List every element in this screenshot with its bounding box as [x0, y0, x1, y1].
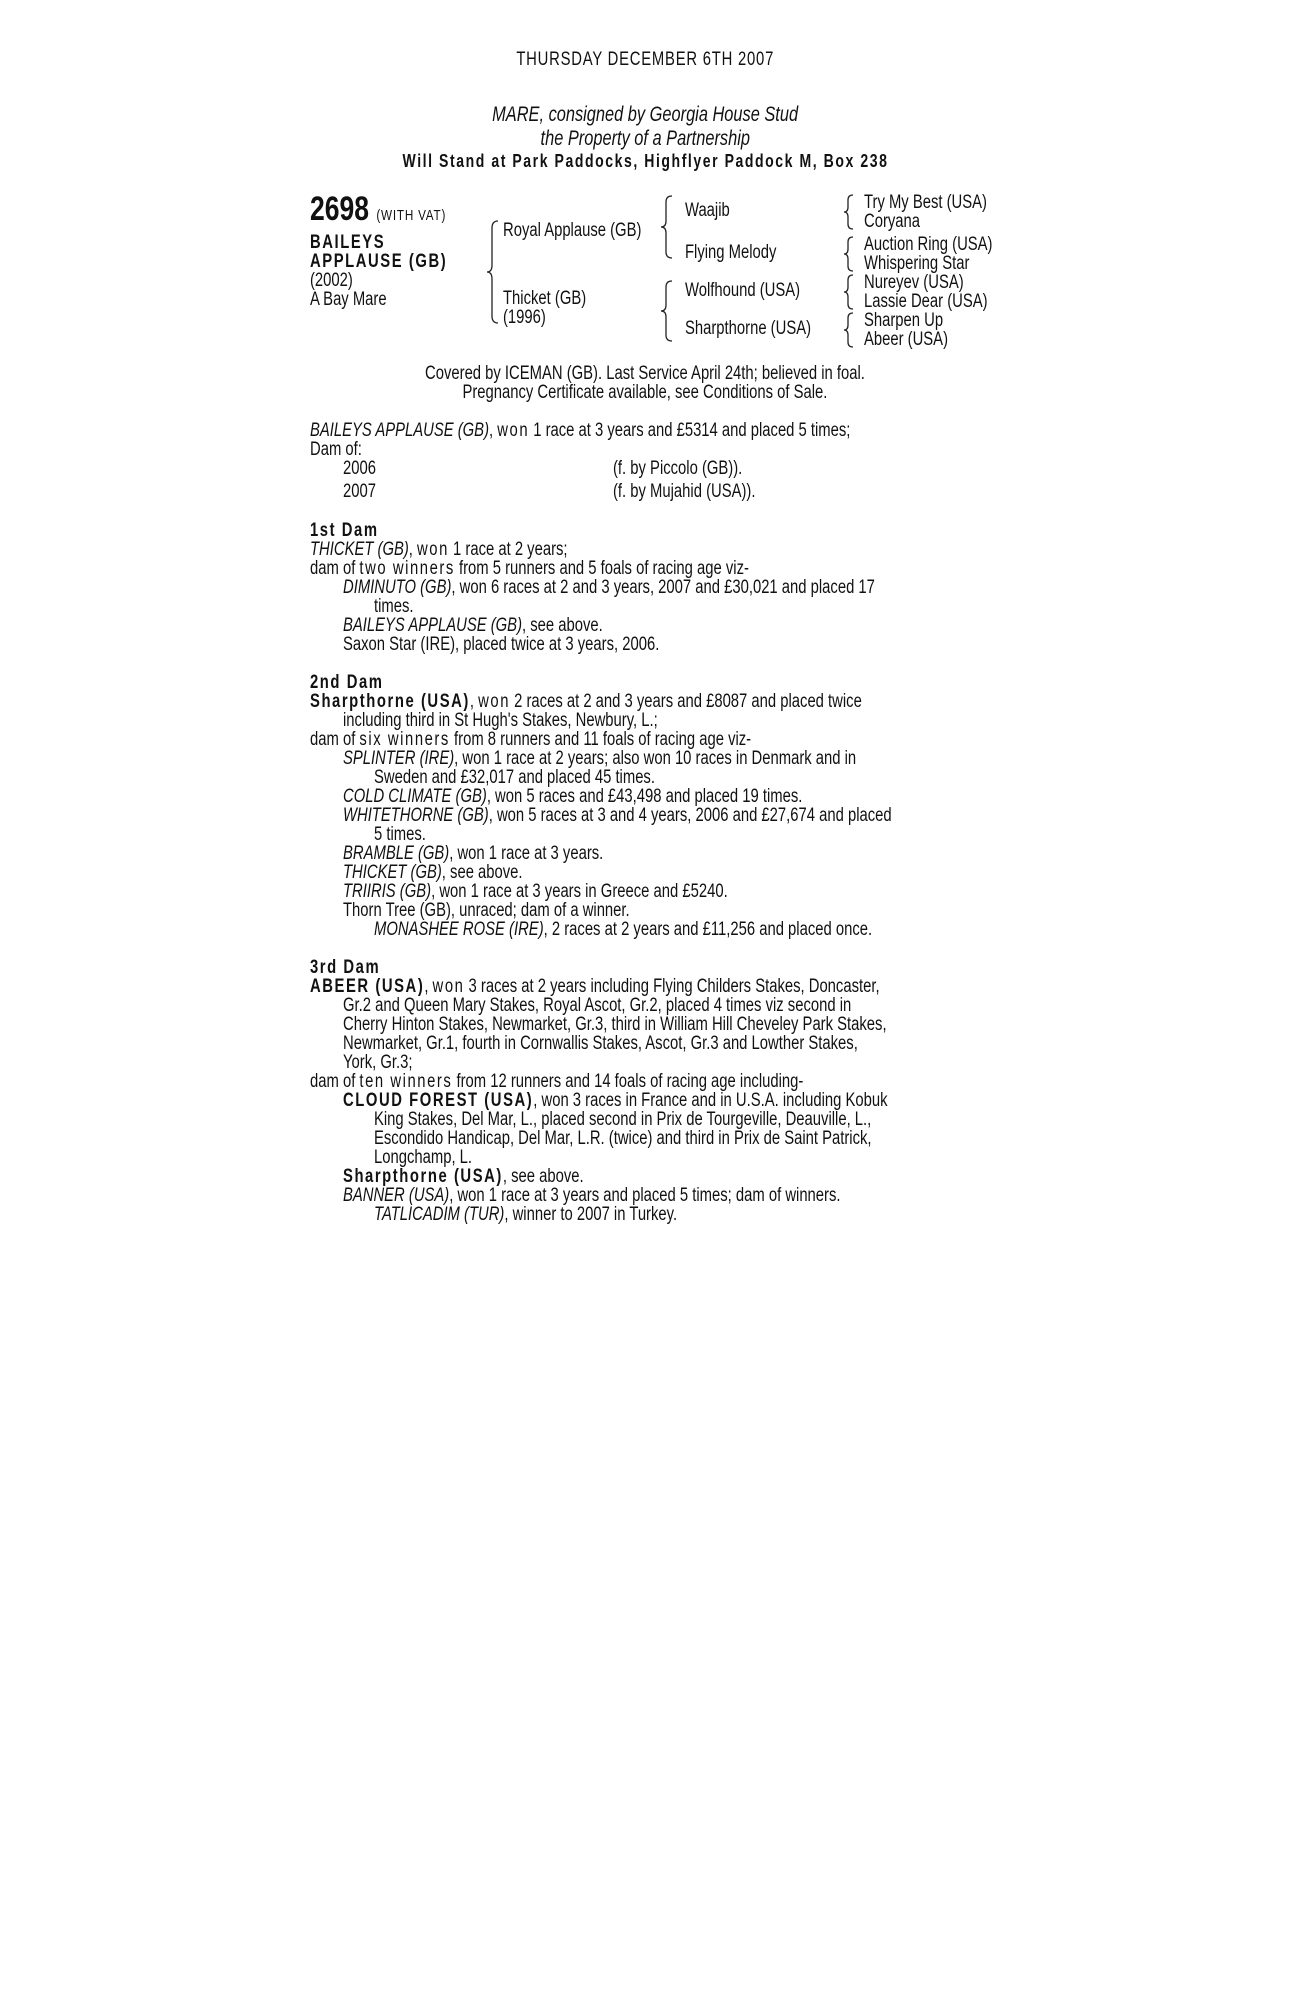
third-dam-entry-cont: Escondido Handicap, Del Mar, L.R. (twice) and third in Prix de Saint Patrick,: [374, 1128, 872, 1149]
second-dam-entry: WHITETHORNE (GB), won 5 races at 3 and 4 years, 2006 and £27,674 and placed: [343, 805, 892, 826]
third-dam-entry: Sharpthorne (USA), see above.: [343, 1166, 584, 1187]
third-dam-sub-entry: TATLICADIM (TUR), winner to 2007 in Turkey.: [374, 1204, 678, 1225]
ggp-2: Coryana: [864, 211, 921, 232]
horse-name-line1: BAILEYS: [310, 232, 386, 253]
third-dam-entry-cont: King Stakes, Del Mar, L., placed second in Prix de Tourgeville, Deauville, L.,: [374, 1109, 872, 1130]
first-dam-heading: 1st Dam: [310, 520, 379, 541]
horse-name-line2: APPLAUSE (GB): [310, 251, 448, 272]
third-dam-record: ABEER (USA), won 3 races at 2 years including Flying Childers Stakes, Doncaster,: [310, 976, 880, 997]
first-dam-produce: dam of two winners from 5 runners and 5 foals of racing age viz-: [310, 558, 749, 579]
second-dam-entry: THICKET (GB), see above.: [343, 862, 523, 883]
produce-detail: (f. by Mujahid (USA)).: [613, 481, 756, 502]
second-dam-entry: COLD CLIMATE (GB), won 5 races and £43,498 and placed 19 times.: [343, 786, 803, 807]
sale-date: THURSDAY DECEMBER 6TH 2007: [516, 49, 774, 70]
third-dam-entry: BANNER (USA), won 1 race at 3 years and placed 5 times; dam of winners.: [343, 1185, 841, 1206]
sire-parents-brace: [660, 195, 674, 260]
third-dam-record-cont: York, Gr.3;: [343, 1052, 413, 1073]
ggp-7: Sharpen Up: [864, 310, 944, 331]
pedigree-dam-name: Thicket (GB): [503, 288, 587, 309]
ggp-4: Whispering Star: [864, 253, 970, 274]
second-dam-heading: 2nd Dam: [310, 672, 384, 693]
ggp-brace-4: [843, 312, 855, 348]
covered-note: Covered by ICEMAN (GB). Last Service April 24th; believed in foal.: [425, 363, 865, 384]
second-dam-record: Sharpthorne (USA), won 2 races at 2 and 3 years and £8087 and placed twice: [310, 691, 862, 712]
race-record: BAILEYS APPLAUSE (GB), won 1 race at 3 years and £5314 and placed 5 times;: [310, 420, 851, 441]
first-dam-entry: DIMINUTO (GB), won 6 races at 2 and 3 years, 2007 and £30,021 and placed 17: [343, 577, 875, 598]
ggp-brace-3: [843, 274, 855, 310]
second-dam-produce: dam of six winners from 8 runners and 11 foals of racing age viz-: [310, 729, 752, 750]
third-dam-record-cont: Newmarket, Gr.1, fourth in Cornwallis Stakes, Ascot, Gr.3 and Lowther Stakes,: [343, 1033, 858, 1054]
third-dam-entry-cont: Longchamp, L.: [374, 1147, 473, 1168]
third-dam-heading: 3rd Dam: [310, 957, 381, 978]
first-dam-entry: BAILEYS APPLAUSE (GB), see above.: [343, 615, 603, 636]
property-line: the Property of a Partnership: [540, 127, 750, 150]
second-dam-entry: BRAMBLE (GB), won 1 race at 3 years.: [343, 843, 604, 864]
lot-number: [310, 192, 485, 233]
third-dam-produce: dam of ten winners from 12 runners and 14 foals of racing age including-: [310, 1071, 804, 1092]
ggp-8: Abeer (USA): [864, 329, 949, 350]
ggp-brace-2: [843, 236, 855, 272]
dam-of-label: Dam of:: [310, 439, 362, 460]
ggp-brace-1: [843, 194, 855, 230]
second-dam-entry: Thorn Tree (GB), unraced; dam of a winner.: [343, 900, 630, 921]
second-dam-record-cont: including third in St Hugh's Stakes, Newbury, L.;: [343, 710, 658, 731]
consignor-line: MARE, consigned by Georgia House Stud: [492, 103, 798, 126]
ggp-3: Auction Ring (USA): [864, 234, 993, 255]
ggp-5: Nureyev (USA): [864, 272, 964, 293]
ggp-1: Try My Best (USA): [864, 192, 987, 213]
ggp-6: Lassie Dear (USA): [864, 291, 988, 312]
pedigree-sire-sire: Waajib: [685, 200, 730, 221]
second-dam-entry-cont: Sweden and £32,017 and placed 45 times.: [374, 767, 655, 788]
pedigree-dam-year: (1996): [503, 307, 546, 328]
first-dam-record: THICKET (GB), won 1 race at 2 years;: [310, 539, 568, 560]
produce-detail: (f. by Piccolo (GB)).: [613, 458, 743, 479]
vat-note: (WITH VAT): [376, 207, 447, 224]
pedigree-dam-sire: Wolfhound (USA): [685, 280, 801, 301]
third-dam-record-cont: Gr.2 and Queen Mary Stakes, Royal Ascot, Gr.2, placed 4 times viz second in: [343, 995, 852, 1016]
pedigree-sire: Royal Applause (GB): [503, 220, 642, 241]
produce-year: 2006: [343, 458, 376, 479]
stand-location: Will Stand at Park Paddocks, Highflyer Paddock M, Box 238: [402, 151, 888, 171]
third-dam-entry: CLOUD FOREST (USA), won 3 races in France and in U.S.A. including Kobuk: [343, 1090, 888, 1111]
pedigree-dam-dam: Sharpthorne (USA): [685, 318, 812, 339]
second-dam-sub-entry: MONASHEE ROSE (IRE), 2 races at 2 years and £11,256 and placed once.: [374, 919, 873, 940]
second-dam-entry-cont: 5 times.: [374, 824, 426, 845]
foaling-year: (2002): [310, 270, 353, 291]
produce-year: 2007: [343, 481, 376, 502]
lot-number-value: 2698: [310, 190, 369, 228]
first-dam-entry: Saxon Star (IRE), placed twice at 3 years, 2006.: [343, 634, 660, 655]
horse-description: A Bay Mare: [310, 289, 387, 310]
pregnancy-note: Pregnancy Certificate available, see Conditions of Sale.: [462, 382, 828, 403]
third-dam-record-cont: Cherry Hinton Stakes, Newmarket, Gr.3, third in William Hill Cheveley Park Stakes,: [343, 1014, 887, 1035]
second-dam-entry: SPLINTER (IRE), won 1 race at 2 years; also won 10 races in Denmark and in: [343, 748, 857, 769]
pedigree-sire-dam: Flying Melody: [685, 242, 777, 263]
second-dam-entry: TRIIRIS (GB), won 1 race at 3 years in Greece and £5240.: [343, 881, 728, 902]
first-dam-entry-cont: times.: [374, 596, 414, 617]
parents-brace: [486, 220, 500, 325]
dam-parents-brace: [660, 280, 674, 343]
